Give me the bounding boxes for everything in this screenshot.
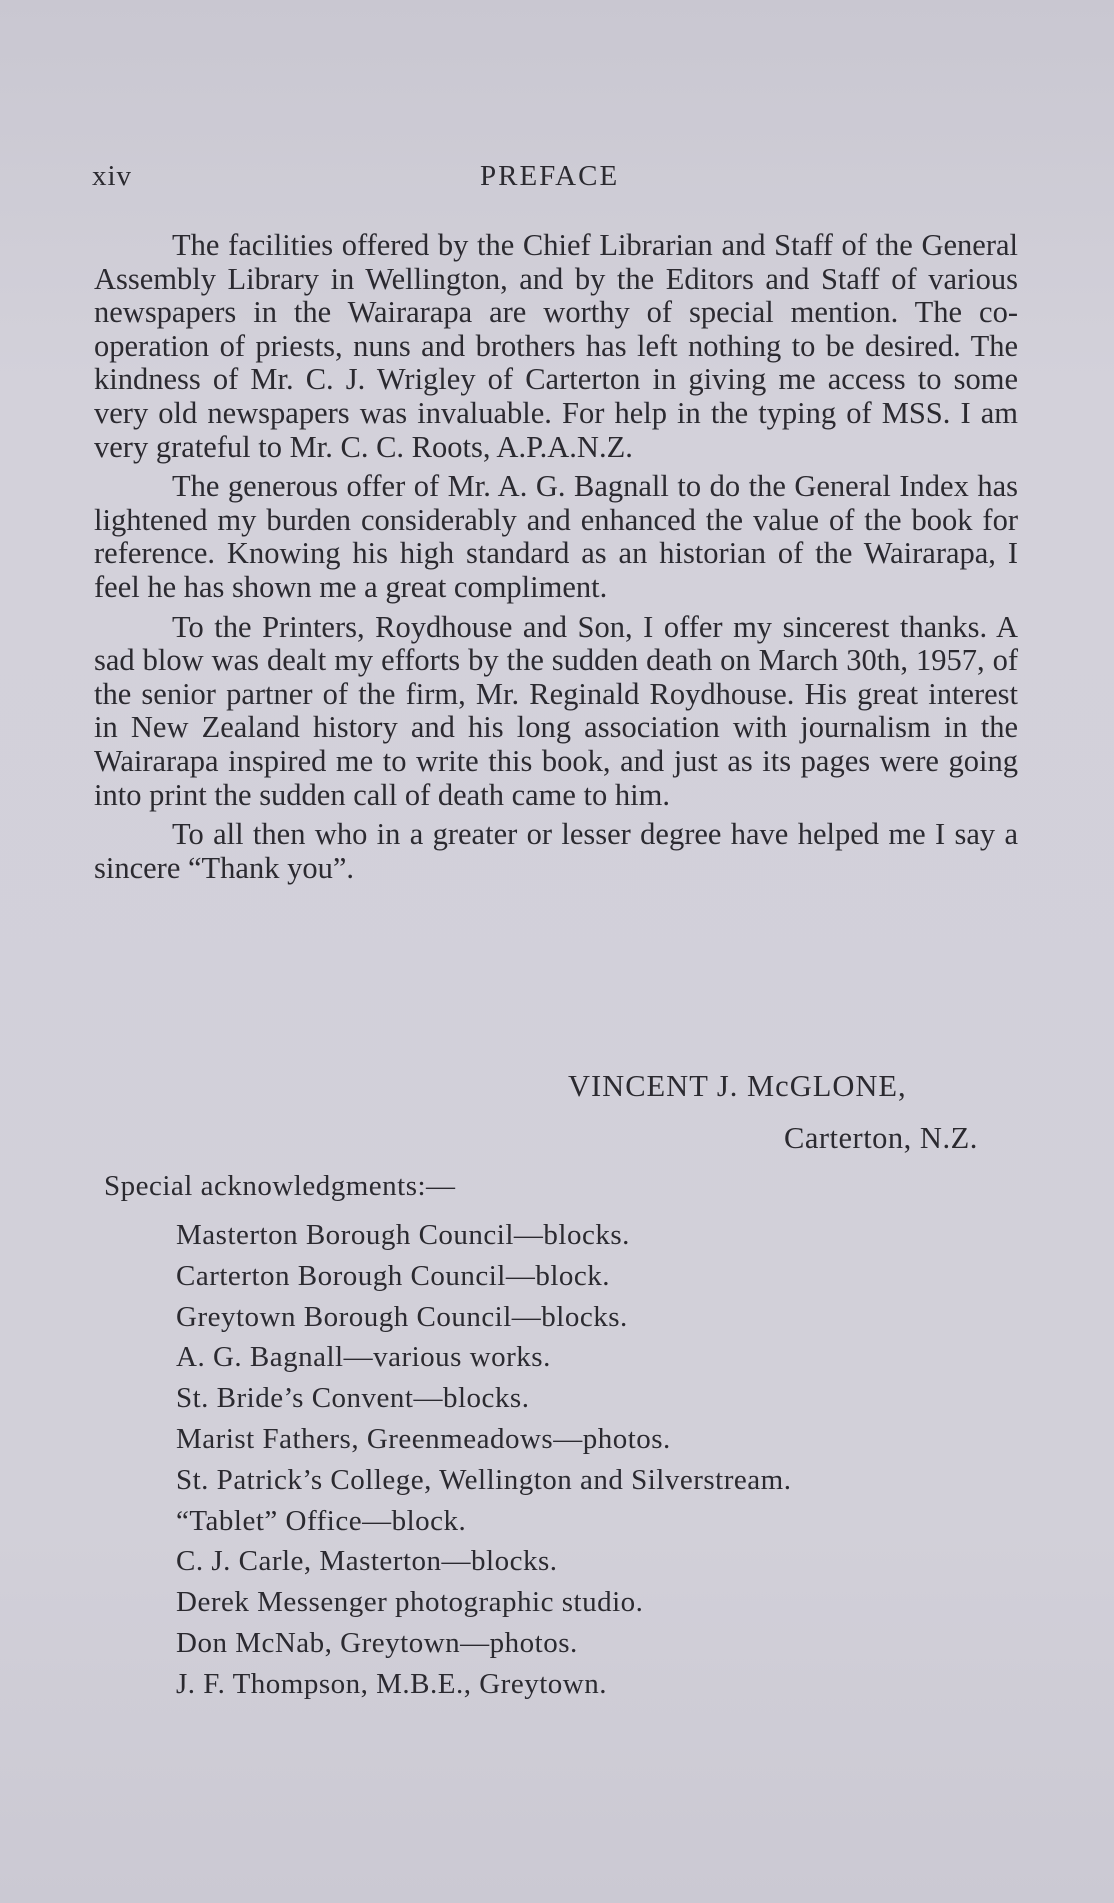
acknowledgment-item: Marist Fathers, Greenmeadows—photos. [176, 1422, 671, 1455]
acknowledgment-item: J. F. Thompson, M.B.E., Greytown. [176, 1667, 607, 1700]
author-name: VINCENT J. McGLONE, [568, 1069, 907, 1103]
preface-body [94, 229, 1018, 891]
acknowledgments-list [176, 1215, 791, 1705]
page-number: xiv [92, 160, 133, 192]
running-title: PREFACE [480, 160, 620, 192]
acknowledgment-item: “Tablet” Office—block. [176, 1504, 467, 1537]
page-header [92, 160, 1022, 200]
acknowledgment-item: St. Patrick’s College, Wellington and Silverstream. [176, 1463, 792, 1496]
acknowledgment-item: A. G. Bagnall—various works. [176, 1341, 551, 1374]
paragraph-facilities: The facilities offered by the Chief Librarian and Staff of the General Assembly Library in Wellington, and by the Editors and Staff of various newspapers in the Wairarapa are worthy of special mention. The co-operation of priests, nuns and brothers has left nothing to be desired. The kindness of Mr. C. J. Wrigley of Carterton in giving me access to some very old newspapers was invaluable. For help in the typing of MSS. I am very grateful to Mr. C. C. Roots, A.P.A.N.Z. [94, 228, 1018, 464]
paragraph-index: The generous offer of Mr. A. G. Bagnall to do the General Index has lightened my burden considerably and enhanced the value of the book for reference. Knowing his high standard as an historian of the Wairarapa, I feel he has shown me a great compliment. [94, 469, 1018, 604]
acknowledgment-item: Masterton Borough Council—blocks. [176, 1219, 630, 1251]
acknowledgment-item: Carterton Borough Council—block. [176, 1259, 611, 1292]
paragraph-printers: To the Printers, Roydhouse and Son, I offer my sincerest thanks. A sad blow was dealt my efforts by the sudden death on March 30th, 1957, of the senior partner of the firm, Mr. Reginald Roydhouse. His great interest in New Zealand history and his long association with journalism in the Wairarapa inspired me to write this book, and just as its pages were going into print the sudden call of death came to him. [94, 609, 1018, 812]
acknowledgment-item: Don McNab, Greytown—photos. [176, 1626, 578, 1659]
acknowledgment-item: Derek Messenger photographic studio. [176, 1586, 644, 1619]
acknowledgments-heading: Special acknowledgments:— [104, 1170, 456, 1202]
acknowledgment-item: C. J. Carle, Masterton—blocks. [176, 1545, 558, 1578]
acknowledgment-item: St. Bride’s Convent—blocks. [176, 1382, 530, 1415]
paragraph-thanks: To all then who in a greater or lesser degree have helped me I say a sincere “Thank you”. [94, 817, 1018, 885]
acknowledgment-item: Greytown Borough Council—blocks. [176, 1300, 628, 1333]
author-place: Carterton, N.Z. [784, 1121, 978, 1155]
